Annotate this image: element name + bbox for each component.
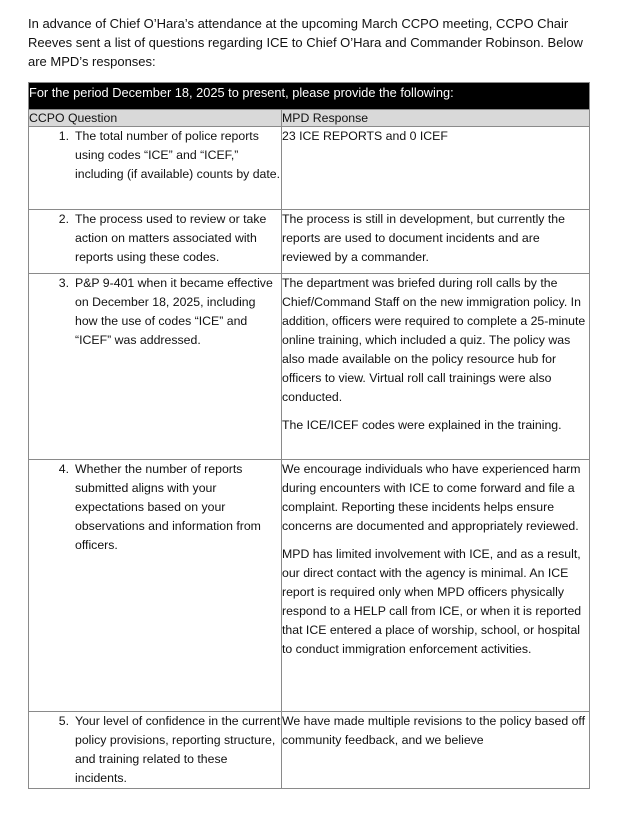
question-cell bbox=[29, 460, 282, 712]
response-paragraph: The ICE/ICEF codes were explained in the training. bbox=[282, 418, 562, 432]
question-number: 4. bbox=[58, 462, 69, 476]
question-text: The total number of police reports using codes “ICE” and “ICEF,” including (if available) counts by date. bbox=[75, 129, 281, 181]
response-cell bbox=[282, 274, 590, 460]
table-row bbox=[29, 460, 590, 712]
response-cell bbox=[282, 127, 590, 210]
response-cell bbox=[282, 210, 590, 274]
question-number: 1. bbox=[58, 129, 69, 143]
question-number: 3. bbox=[58, 276, 69, 290]
table-banner-row bbox=[29, 83, 590, 110]
response-paragraph: The process is still in development, but currently the reports are used to document incidents and are reviewed by a commander. bbox=[282, 212, 565, 264]
response-cell bbox=[282, 712, 590, 789]
table-row bbox=[29, 274, 590, 460]
question-cell bbox=[29, 274, 282, 460]
column-header-question: CCPO Question bbox=[29, 110, 282, 127]
table-row bbox=[29, 127, 590, 210]
question-text: P&P 9-401 when it became effective on December 18, 2025, including how the use of codes “ICE” and “ICEF” was addressed. bbox=[75, 276, 273, 347]
question-number: 2. bbox=[58, 212, 69, 226]
question-cell bbox=[29, 127, 282, 210]
question-number: 5. bbox=[58, 714, 69, 728]
response-paragraph: MPD has limited involvement with ICE, and as a result, our direct contact with the agency is minimal. An ICE report is required only when MPD officers physically respond to a HELP call from ICE, or when it is reported that ICE entered a place of worship, school, or hospital to conduct immigration enforcement activities. bbox=[282, 547, 582, 656]
question-text: Your level of confidence in the current policy provisions, reporting structure, and training related to these incidents. bbox=[75, 714, 281, 785]
table-row bbox=[29, 712, 590, 789]
question-cell bbox=[29, 712, 282, 789]
response-paragraph: We have made multiple revisions to the policy based off community feedback, and we believe bbox=[282, 714, 586, 747]
intro-paragraph: In advance of Chief O’Hara’s attendance at the upcoming March CCPO meeting, CCPO Chair Reeves sent a list of questions regarding ICE to Chief O’Hara and Commander Robinson. Below are MPD’s responses: bbox=[28, 16, 583, 69]
response-cell bbox=[282, 460, 590, 712]
responses-table bbox=[28, 82, 590, 789]
response-paragraph: 23 ICE REPORTS and 0 ICEF bbox=[282, 129, 448, 143]
column-header-response: MPD Response bbox=[282, 110, 590, 127]
table-row bbox=[29, 210, 590, 274]
question-text: Whether the number of reports submitted aligns with your expectations based on your observations and information from officers. bbox=[75, 462, 261, 552]
question-cell bbox=[29, 210, 282, 274]
table-banner: For the period December 18, 2025 to present, please provide the following: bbox=[29, 83, 590, 110]
response-paragraph: The department was briefed during roll calls by the Chief/Command Staff on the new immigration policy. In addition, officers were required to complete a 25-minute online training, which included a quiz. The policy was also made available on the policy resource hub for officers to view. Virtual roll call trainings were also conducted. bbox=[282, 276, 586, 404]
table-header-row bbox=[29, 110, 590, 127]
response-paragraph: We encourage individuals who have experienced harm during encounters with ICE to come forward and file a complaint. Reporting these incidents helps ensure concerns are documented and appropriately reviewed. bbox=[282, 462, 581, 533]
question-text: The process used to review or take action on matters associated with reports using these codes. bbox=[75, 212, 267, 264]
